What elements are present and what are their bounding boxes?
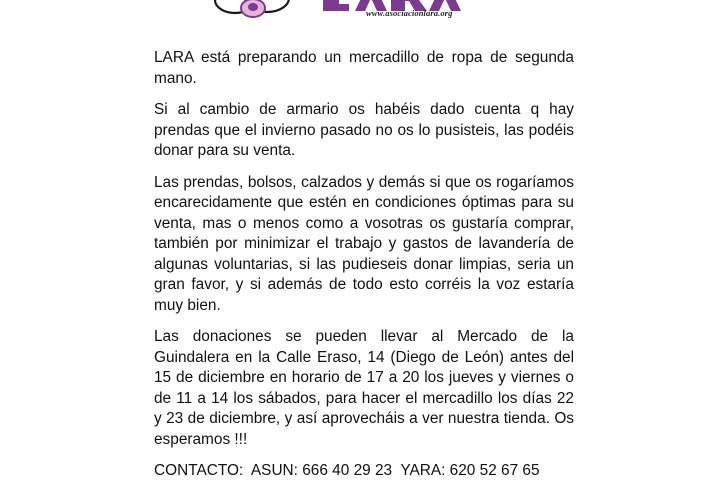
contact-line: CONTACTO: ASUN: 666 40 29 23 YARA: 620 52 67 65 xyxy=(154,462,540,479)
paragraph-intro: LARA está preparando un mercadillo de ropa de segunda mano. xyxy=(154,49,574,87)
page-header xyxy=(0,0,720,24)
logo-url: www.asociacionlara.org xyxy=(366,8,453,18)
paragraph-conditions: Las prendas, bolsos, calzados y demás si que os rogaríamos encarecidamente que estén en condiciones óptimas para su venta, mas o menos como a vosotras os gustaría comprar, también por minimizar el trabajo y gastos de lavandería de algunas voluntarias, si las pudieseis donar limpias, seria un gran favor, y si además de todo esto corréis la voz estaría muy bien. xyxy=(154,173,574,314)
paragraph-wardrobe: Si al cambio de armario os habéis dado cuenta q hay prendas que el invierno pasado no os lo pusisteis, las podéis donar para su venta. xyxy=(154,101,574,159)
document-body xyxy=(154,48,574,480)
paragraph-donations: Las donaciones se pueden llevar al Mercado de la Guindalera en la Calle Eraso, 14 (Diego de León) antes del 15 de diciembre en horario de 17 a 20 los jueves y viernes o de 11 a 14 los sábados, para hacer el mercadillo los días 22 y 23 de diciembre, y así aprovecháis a ver nuestra tienda. Os esperamos !!! xyxy=(154,328,574,448)
